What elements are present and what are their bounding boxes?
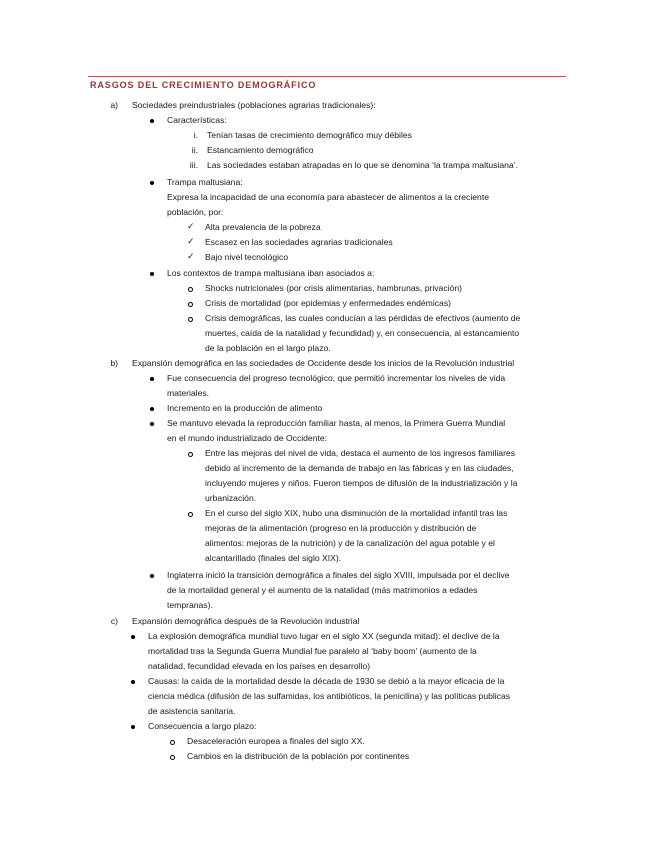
section-b-text: materiales. <box>167 388 210 398</box>
roman-marker-ii: ii. <box>191 145 198 155</box>
checkmark-icon: ✓ <box>187 251 195 261</box>
bullet-icon <box>150 181 154 185</box>
section-b-text: En el curso del siglo XIX, hubo una disminución de la mortalidad infantil tras las <box>205 508 508 518</box>
section-b-text: mejoras de la alimentación (progreso en la producción y distribución de <box>205 523 477 533</box>
bullet-icon <box>150 272 154 276</box>
section-b-text: Incremento en la producción de alimento <box>167 403 323 413</box>
bullet-icon <box>131 725 135 729</box>
checkmark-icon: ✓ <box>187 236 195 246</box>
section-c-text: ciencia médica (difusión de las sulfamidas, los antibióticos, la penicilina) y las políticas publicas <box>148 691 511 701</box>
section-b-text: tempranas). <box>167 600 213 610</box>
section-b-title: Expansión demográfica en las sociedades de Occidente desde los inicios de la Revolución industrial <box>132 358 515 368</box>
circle-bullet-icon <box>188 452 193 457</box>
section-c-text: La explosión demográfica mundial tuvo lugar en el siglo XX (segunda mitad): el declive de la <box>148 631 500 641</box>
section-b-marker: b) <box>110 358 118 368</box>
bullet-icon <box>131 680 135 684</box>
section-b-text: alimentos: mejoras de la nutrición) y de la canalización del agua potable y el <box>205 538 495 548</box>
roman-marker-iii: iii. <box>189 160 198 170</box>
checkmark-icon: ✓ <box>187 221 195 231</box>
section-c-text: de asistencia sanitaria. <box>148 706 236 716</box>
bullet-icon <box>150 407 154 411</box>
caracteristica-item: Tenían tasas de crecimiento demográfico muy débiles <box>207 130 412 140</box>
caracteristica-item: Las sociedades estaban atrapadas en lo que se denomina ‘la trampa maltusiana’. <box>207 160 519 170</box>
circle-bullet-icon <box>170 755 175 760</box>
bullet-icon <box>150 377 154 381</box>
section-b-text: Fue consecuencia del progreso tecnológico, que permitió incrementar los niveles de vida <box>167 373 506 383</box>
section-c-marker: c) <box>110 616 118 626</box>
section-b-text: Inglaterra inició la transición demográfica a finales del siglo XVIII, impulsada por el declive <box>167 570 510 580</box>
section-b-text: incluyendo mujeres y niños. Fueron tiempos de difusión de la industrialización y la <box>205 478 518 488</box>
contexto-item: Shocks nutricionales (por crisis alimentarias, hambrunas, privación) <box>205 283 462 293</box>
section-b-text: en el mundo industrializado de Occidente: <box>167 433 328 443</box>
trampa-description: Expresa la incapacidad de una economía para abastecer de alimentos a la creciente <box>167 192 489 202</box>
section-b-text: alcantarillado (finales del siglo XIX). <box>205 553 342 563</box>
contexto-item-continuation: muertes, caída de la natalidad y fecundidad) y, en consecuencia, al estancamiento <box>205 328 520 338</box>
circle-bullet-icon <box>188 302 193 307</box>
caracteristicas-label: Características: <box>167 115 227 125</box>
circle-bullet-icon <box>170 740 175 745</box>
trampa-description: población, por: <box>167 207 224 217</box>
section-b-text: urbanización. <box>205 493 257 503</box>
bullet-icon <box>150 574 154 578</box>
bullet-icon <box>150 119 154 123</box>
section-c-text: natalidad, fecundidad elevada en los países en desarrollo) <box>148 661 371 671</box>
circle-bullet-icon <box>188 287 193 292</box>
section-c-text: Causas: la caída de la mortalidad desde la década de 1930 se debió a la mayor eficacia de la <box>148 676 505 686</box>
trampa-label: Trampa maltusiana: <box>167 177 243 187</box>
contexto-item: Crisis de mortalidad (por epidemias y enfermedades endémicas) <box>205 298 451 308</box>
bullet-icon <box>131 635 135 639</box>
section-b-text: Se mantuvo elevada la reproducción familiar hasta, al menos, la Primera Guerra Mundial <box>167 418 506 428</box>
section-c-text: Desaceleración europea a finales del siglo XX. <box>187 736 365 746</box>
section-b-text: debido al incremento de la demanda de trabajo en las fábricas y en las ciudades, <box>205 463 514 473</box>
section-c-text: mortalidad tras la Segunda Guerra Mundial fue paralelo al ‘baby boom’ (aumento de la <box>148 646 477 656</box>
section-c-title: Expansión demográfica después de la Revolución industrial <box>132 616 360 626</box>
section-b-text: Entre las mejoras del nivel de vida, destaca el aumento de los ingresos familiares <box>205 448 516 458</box>
trampa-item: Alta prevalencia de la pobreza <box>205 222 321 232</box>
section-a-marker: a) <box>110 100 118 110</box>
trampa-item: Escasez en las sociedades agrarias tradicionales <box>205 237 393 247</box>
section-a-title: Sociedades preindustriales (poblaciones agrarias tradicionales): <box>132 100 376 110</box>
contexto-item: Crisis demográficas, las cuales conducían a las pérdidas de efectivos (aumento de <box>205 313 521 323</box>
trampa-item: Bajo nivel tecnológico <box>205 252 289 262</box>
heading-rule <box>88 76 566 77</box>
section-c-text: Consecuencia a largo plazo: <box>148 721 257 731</box>
contextos-label: Los contextos de trampa maltusiana iban asociados a: <box>167 268 375 278</box>
caracteristica-item: Estancamiento demográfico <box>207 145 314 155</box>
section-c-text: Cambios en la distribución de la población por continentes <box>187 751 410 761</box>
roman-marker-i: i. <box>193 130 198 140</box>
circle-bullet-icon <box>188 317 193 322</box>
section-b-text: de la mortalidad general y el aumento de la natalidad (más matrimonios a edades <box>167 585 478 595</box>
bullet-icon <box>150 422 154 426</box>
section-heading: RASGOS DEL CRECIMIENTO DEMOGRÁFICO <box>90 80 317 90</box>
circle-bullet-icon <box>188 512 193 517</box>
contexto-item-continuation: de la población en el largo plazo. <box>205 343 331 353</box>
